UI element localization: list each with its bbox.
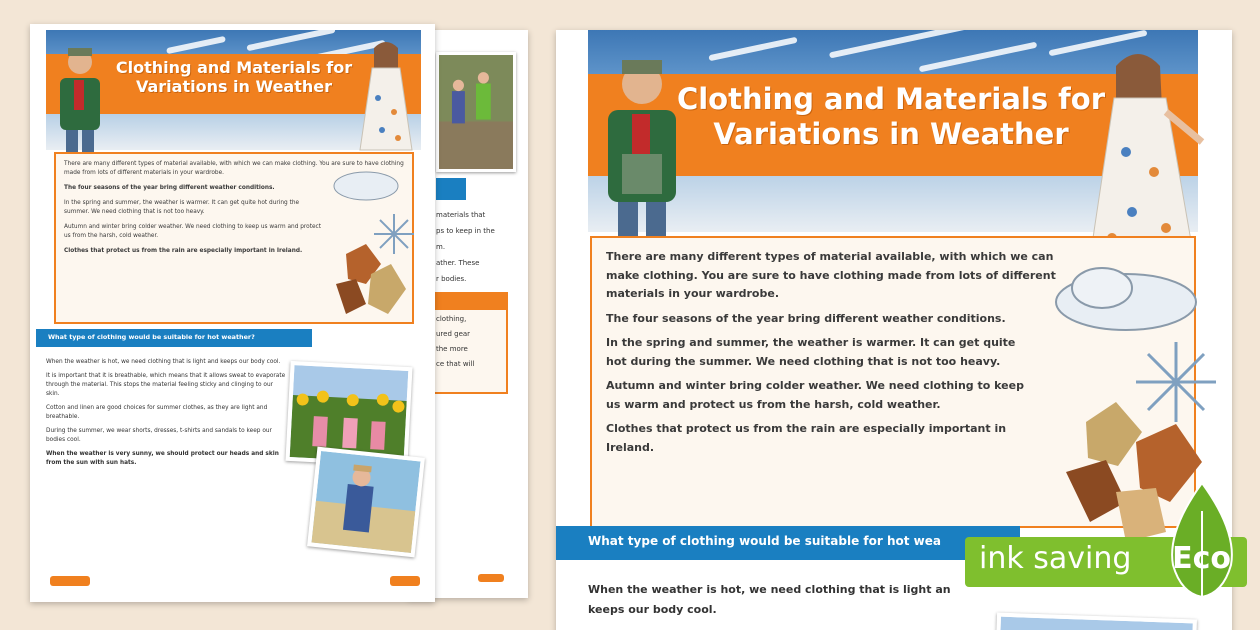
back-orange-box: clothing, ured gear the more ce that will	[430, 292, 508, 394]
eco-text: ink saving	[979, 541, 1132, 576]
man-illustration-large	[592, 44, 696, 240]
large-intro-box: There are many different types of material available, with which we can make clothing. You are sure to have clothing made from lots of different materials in your wardrobe. The four seasons of the year bring different weather conditions. In the spring and summer, the weather is warmer. It can get quite hot during the summer. We need clothing that is not too heavy. Autumn and winter bring colder weather. We need clothing to keep us warm and protect us from the harsh, cold weather. Clothes that protect us from the rain are especially important in Ireland.	[590, 236, 1196, 528]
large-photo-edge	[995, 613, 1197, 630]
large-title: Clothing and Materials for Variations in Weather	[676, 82, 1106, 151]
hiking-photo	[436, 52, 516, 172]
beach-photo	[307, 447, 425, 558]
small-title: Clothing and Materials for Variations in Weather	[115, 58, 353, 97]
woman-illustration-large	[1076, 42, 1206, 262]
small-intro-box: There are many different types of material available, with which we can make clothing. You are sure to have clothing made from lots of different materials in your wardrobe. The four seasons of the year bring different weather conditions. In the spring and summer, the weather is warmer. It can get quite hot during the summer. We need clothing that is not too heavy. Autumn and winter bring colder weather. We need clothing to keep us warm and protect us from the harsh, cold weather. Clothes that protect us from the rain are especially important in Ireland.	[54, 152, 414, 324]
small-page	[30, 24, 435, 602]
back-footer-logo	[478, 574, 504, 582]
small-footer-logo	[50, 576, 90, 586]
small-footer-logo-right	[390, 576, 420, 586]
large-hot-text: When the weather is hot, we need clothing that is light an keeps our body cool.	[588, 583, 951, 616]
back-orange-header	[432, 294, 506, 310]
large-section-heading: What type of clothing would be suitable for hot wea	[556, 526, 1020, 560]
small-hot-text: When the weather is hot, we need clothing that is light and keeps our body cool. It is important that it is breathable, which means that it allows sweat to evaporate through the material. This stops the material feeling sticky and clinging to our skin. Cotton and linen are good choices for summer clothes, as they are light and breathable. During the summer, we wear shorts, dresses, t-shirts and sandals to keep our bodies cool. When the weather is very sunny, we should protect our heads and skin from the sun with sun hats.	[46, 359, 286, 466]
cloud-snowflake-leaves-small	[326, 164, 430, 324]
woman-illustration	[352, 38, 418, 154]
back-text-1: materials that ps to keep in the m. ather. These r bodies.	[436, 211, 495, 283]
man-illustration	[50, 40, 112, 152]
eco-label: Eco	[1172, 541, 1231, 576]
back-blue-tab	[436, 178, 466, 200]
eco-ink-saving-badge	[965, 527, 1247, 597]
small-section-heading: What type of clothing would be suitable for hot weather?	[36, 329, 312, 347]
